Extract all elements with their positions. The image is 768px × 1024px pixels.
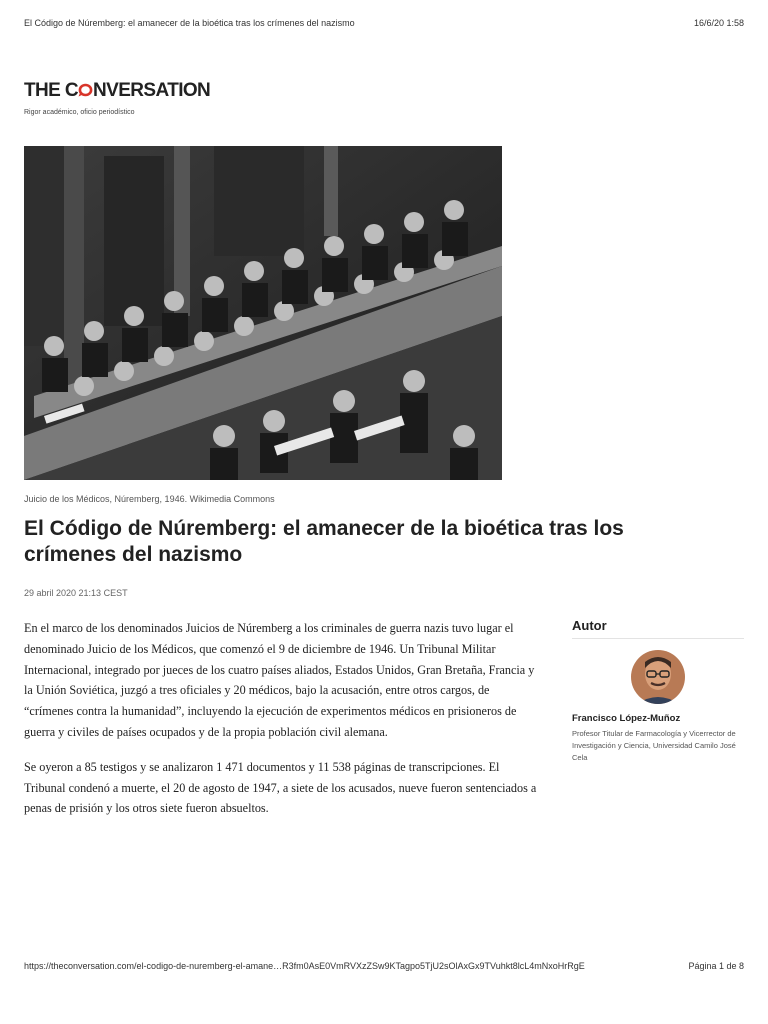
author-portrait-icon: [631, 650, 685, 704]
author-role: Profesor Titular de Farmacología y Vicerrector de Investigación y Ciencia, Universidad Camilo José Cela: [572, 729, 736, 762]
paragraph-2: Se oyeron a 85 testigos y se analizaron 1 471 documentos y 11 538 páginas de transcripciones. El Tribunal condenó a muerte, el 20 de agosto de 1947, a siete de los acusados, nueve fueron sentenciados a penas de prisión y los otros siete fueron absueltos.: [24, 759, 537, 816]
site-tagline: Rigor académico, oficio periodístico: [24, 109, 135, 116]
hero-image: [24, 146, 502, 480]
paragraph-1: [24, 618, 540, 743]
author-name[interactable]: Francisco López-Muñoz: [572, 713, 681, 724]
author-sidebar: [572, 618, 744, 764]
print-footer-page: Página 1 de 8: [688, 961, 744, 971]
print-footer-url: https://theconversation.com/el-codigo-de-nuremberg-el-amane…R3fm0AsE0VmRVXzZSw9KTagpo5TjU2sOlAxGx9TVuhkt8lcL4mNxoHrRgE: [24, 961, 585, 971]
courtroom-photo: [24, 146, 502, 480]
author-avatar[interactable]: [631, 650, 685, 704]
link-juicios-nuremberg[interactable]: Juicios de Núremberg: [185, 621, 293, 635]
print-header: [24, 18, 744, 28]
link-juicio-medicos[interactable]: Juicio de los Médicos: [87, 641, 194, 656]
logo-text-end: NVERSATION: [93, 80, 211, 101]
print-header-title: El Código de Núremberg: el amanecer de la bioética tras los crímenes del nazismo: [24, 18, 355, 28]
p1-text-c: a los criminales de guerra nazis tuvo lugar el denominado: [24, 621, 514, 656]
logo-text-start: THE C: [24, 80, 79, 101]
print-header-datetime: 16/6/20 1:58: [693, 18, 744, 28]
p1-text-a: En el marco de los denominados: [24, 621, 186, 635]
article-date: 29 abril 2020 21:13 CEST: [24, 588, 128, 598]
article-body: [24, 618, 540, 833]
hero-caption: Juicio de los Médicos, Núremberg, 1946. Wikimedia Commons: [24, 494, 275, 504]
print-footer: [24, 961, 744, 971]
p1-text-e: , que comenzó el 9 de diciembre de 1946. Un Tribunal Militar Internacional, integrado por jueces de los cuatro países aliados, Estados Unidos, Gran Bretaña, Francia y la Unión Soviética, juzgó a tres oficiales y 20 médicos, bajo la acusación, entre otros cargos, de “crímenes contra la humanidad”, incluyendo la ejecución de experimentos médicos en prisioneros de guerra y civiles de países ocupados y de la propia población civil alemana.: [24, 641, 535, 739]
site-logo[interactable]: [24, 80, 210, 102]
speech-bubble-logo-icon: [78, 83, 93, 97]
article-title: El Código de Núremberg: el amanecer de la bioética tras los crímenes del nazismo: [24, 517, 624, 566]
sidebar-heading: Autor: [572, 618, 744, 639]
